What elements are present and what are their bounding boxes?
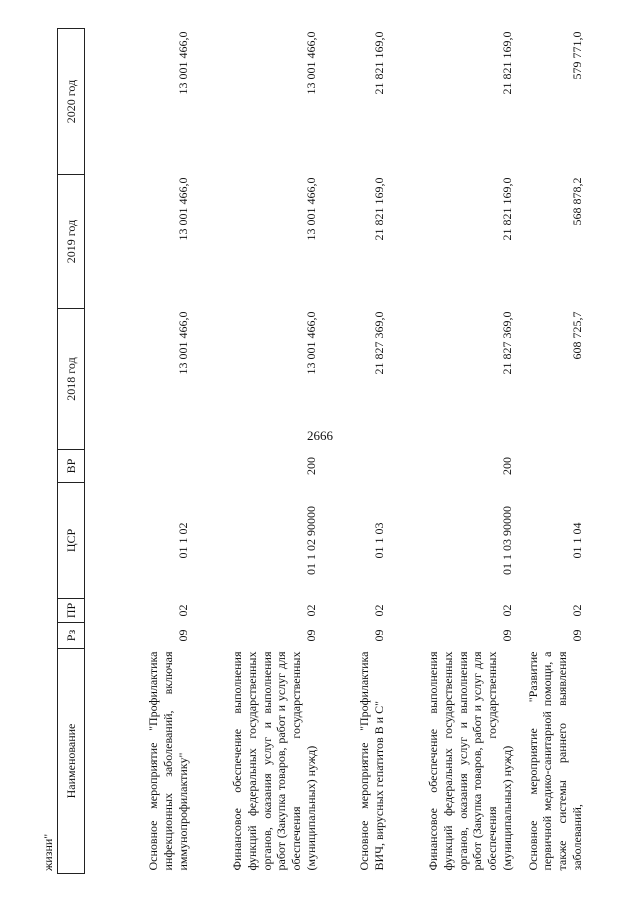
- row-name: Финансовое обеспечение выполнения функций федеральных государственных органов, оказания услуг и выполнения работ (Закупка товаров, работ и услуг для обеспечения государственных (муниципальных) нужд): [230, 651, 318, 871]
- header-2020: 2020 год: [58, 29, 85, 175]
- row-name: Основное мероприятие "Профилактика ВИЧ, вирусных гепатитов B и C": [357, 651, 386, 871]
- row-2018: 13 001 466,0: [303, 311, 318, 375]
- row-rz: 09: [499, 629, 514, 642]
- row-csr: 01 1 04: [569, 522, 584, 559]
- page-number: 2666: [307, 428, 333, 443]
- row-pr: 02: [569, 604, 584, 617]
- row-name: Основное мероприятие "Профилактика инфекционных заболеваний, включая иммунопрофилактику": [146, 651, 190, 871]
- header-csr: ЦСР: [58, 483, 85, 599]
- table-row: [391, 29, 519, 874]
- table-row: [323, 29, 391, 874]
- row-pr: 02: [175, 604, 190, 617]
- row-rz: 09: [303, 629, 318, 642]
- row-2018: 21 827 369,0: [371, 311, 386, 375]
- row-2019: 21 821 169,0: [499, 177, 514, 241]
- row-csr: 01 1 02: [175, 522, 190, 559]
- table-row: [195, 29, 323, 874]
- rotated-table-page: [40, 29, 600, 874]
- header-vr: ВР: [58, 450, 85, 483]
- row-name: Финансовое обеспечение выполнения функций федеральных государственных органов, оказания услуг и выполнения работ (Закупка товаров, работ и услуг для обеспечения государственных (муниципальных) нужд): [426, 651, 514, 871]
- row-2018: 13 001 466,0: [175, 311, 190, 375]
- budget-table: [57, 28, 589, 874]
- row-pr: 02: [371, 604, 386, 617]
- row-2020: 21 821 169,0: [371, 31, 386, 95]
- row-rz: 09: [569, 629, 584, 642]
- row-csr: 01 1 02 90000: [303, 506, 318, 575]
- row-vr: 200: [499, 457, 514, 475]
- row-pr: 02: [303, 604, 318, 617]
- row-2019: 568 878,2: [569, 177, 584, 226]
- row-pr: 02: [499, 604, 514, 617]
- row-2020: 21 821 169,0: [499, 31, 514, 95]
- row-2020: 579 771,0: [569, 31, 584, 80]
- row-vr: [323, 450, 391, 483]
- header-name: Наименование: [58, 649, 85, 874]
- table-header-row: [58, 29, 85, 874]
- row-vr: 200: [303, 457, 318, 475]
- header-rz: Рз: [58, 623, 85, 649]
- row-2019: 13 001 466,0: [175, 177, 190, 241]
- row-2018: 608 725,7: [569, 311, 584, 360]
- table-row: [85, 29, 195, 874]
- row-2020: 13 001 466,0: [175, 31, 190, 95]
- header-2019: 2019 год: [58, 175, 85, 309]
- header-2018: 2018 год: [58, 309, 85, 450]
- row-csr: 01 1 03 90000: [499, 506, 514, 575]
- row-rz: 09: [371, 629, 386, 642]
- continuation-text: жизни": [41, 833, 55, 871]
- row-name: Основное мероприятие "Развитие первичной медико-санитарной помощи, а также системы раннего выявления заболеваний,: [525, 651, 584, 871]
- row-2020: 13 001 466,0: [303, 31, 318, 95]
- row-2018: 21 827 369,0: [499, 311, 514, 375]
- header-pr: ПР: [58, 599, 85, 623]
- row-csr: 01 1 03: [371, 522, 386, 559]
- row-vr: [519, 450, 589, 483]
- row-2019: 13 001 466,0: [303, 177, 318, 241]
- row-2019: 21 821 169,0: [371, 177, 386, 241]
- row-rz: 09: [175, 629, 190, 642]
- row-vr: [85, 450, 195, 483]
- table-row: [519, 29, 589, 874]
